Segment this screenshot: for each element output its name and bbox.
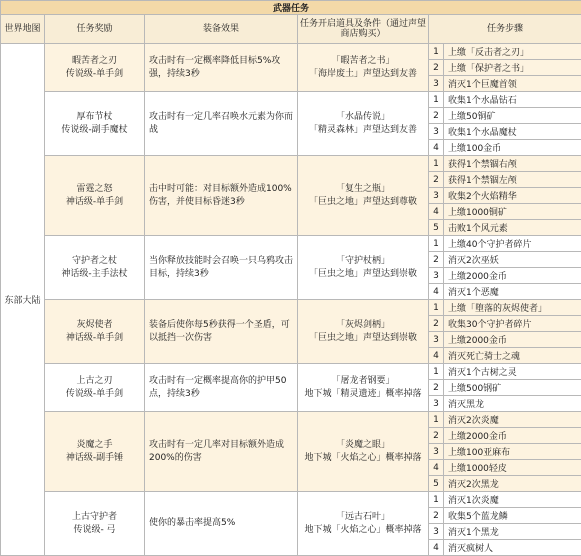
reward-cell (45, 300, 145, 364)
condition-cell (298, 44, 429, 92)
step-text: 上缴1000轻皮 (444, 460, 581, 476)
step-number: 2 (429, 60, 444, 76)
step-number: 2 (429, 428, 444, 444)
step-text: 消灭1次炎魔 (444, 492, 581, 508)
condition-item: 「远古石叶」 (300, 511, 426, 524)
condition-reputation: 地下城「火焰之心」概率掉落 (300, 452, 426, 465)
table-title: 武器任务 (1, 1, 581, 15)
effect-cell: 当你释放技能时会召唤一只乌鸦攻击目标，持续3秒 (145, 236, 298, 300)
step-text: 消灭1个古树之灵 (444, 364, 581, 380)
reward-cell (45, 236, 145, 300)
step-number: 4 (429, 460, 444, 476)
step-text: 上缴100金币 (444, 140, 581, 156)
quest-step-row (1, 44, 581, 60)
step-number: 2 (429, 380, 444, 396)
step-text: 获得1个禁锢左颅 (444, 172, 581, 188)
header-steps: 任务步骤 (429, 15, 581, 44)
step-text: 上缴「反击者之刃」 (444, 44, 581, 60)
reward-name: 上古之刃 (47, 375, 142, 388)
step-number: 2 (429, 108, 444, 124)
reward-name: 炎魔之手 (47, 439, 142, 452)
header-effect: 装备效果 (145, 15, 298, 44)
reward-type: 神话级-单手剑 (47, 332, 142, 345)
step-text: 消灭疯树人 (444, 540, 581, 556)
quest-step-row (1, 412, 581, 428)
step-text: 上缴1000铜矿 (444, 204, 581, 220)
step-number: 4 (429, 204, 444, 220)
step-number: 3 (429, 396, 444, 412)
step-number: 4 (429, 284, 444, 300)
step-text: 上缴50铜矿 (444, 108, 581, 124)
effect-cell: 攻击时有一定几率对目标额外造成200%的伤害 (145, 412, 298, 492)
step-text: 获得1个禁锢右颅 (444, 156, 581, 172)
step-number: 3 (429, 524, 444, 540)
condition-reputation: 地下城「精灵遗迹」概率掉落 (300, 388, 426, 401)
quest-step-row (1, 300, 581, 316)
step-number: 3 (429, 124, 444, 140)
condition-item: 「灰烬剑柄」 (300, 319, 426, 332)
reward-type: 神话级-副手锤 (47, 452, 142, 465)
condition-cell (298, 236, 429, 300)
step-text: 收集2个火焰精华 (444, 188, 581, 204)
step-number: 1 (429, 92, 444, 108)
step-number: 1 (429, 236, 444, 252)
condition-item: 「复生之瓶」 (300, 183, 426, 196)
quest-step-row (1, 236, 581, 252)
reward-type: 传说级-副手魔杖 (47, 124, 142, 137)
step-text: 消灭1个黑龙 (444, 524, 581, 540)
condition-item: 「炎魔之眼」 (300, 439, 426, 452)
reward-cell (45, 44, 145, 92)
reward-type: 传说级-单手剑 (47, 68, 142, 81)
step-text: 上缴2000金币 (444, 268, 581, 284)
effect-cell: 攻击时有一定几率召唤水元素为你而战 (145, 92, 298, 156)
step-number: 2 (429, 172, 444, 188)
step-number: 5 (429, 476, 444, 492)
step-text: 消灭1个巨魔首领 (444, 76, 581, 92)
condition-reputation: 「巨虫之地」声望达到崇敬 (300, 332, 426, 345)
reward-cell (45, 412, 145, 492)
reward-name: 上古守护者 (47, 511, 142, 524)
step-number: 4 (429, 348, 444, 364)
effect-cell: 攻击时有一定概率降低目标5%攻强，持续3秒 (145, 44, 298, 92)
reward-name: 暇苦者之刃 (47, 55, 142, 68)
step-text: 上缴「保护者之书」 (444, 60, 581, 76)
step-text: 上缴100亚麻布 (444, 444, 581, 460)
step-number: 3 (429, 444, 444, 460)
step-number: 1 (429, 412, 444, 428)
effect-cell: 攻击时有一定概率提高你的护甲50点，持续3秒 (145, 364, 298, 412)
step-number: 1 (429, 364, 444, 380)
reward-cell (45, 156, 145, 236)
step-text: 消灭2次黑龙 (444, 476, 581, 492)
condition-item: 「水晶传说」 (300, 111, 426, 124)
condition-item: 「守护杖柄」 (300, 255, 426, 268)
step-number: 3 (429, 188, 444, 204)
step-number: 1 (429, 156, 444, 172)
condition-cell (298, 412, 429, 492)
quest-rows (1, 44, 581, 556)
step-number: 1 (429, 492, 444, 508)
step-text: 消灭黑龙 (444, 396, 581, 412)
reward-name: 厚布节杖 (47, 111, 142, 124)
step-text: 消灭1个恶魔 (444, 284, 581, 300)
step-text: 消灭2次巫妖 (444, 252, 581, 268)
step-number: 3 (429, 332, 444, 348)
reward-name: 雷霆之怒 (47, 183, 142, 196)
condition-reputation: 「海岸废土」声望达到友善 (300, 68, 426, 81)
step-text: 消灭死亡骑士之魂 (444, 348, 581, 364)
step-number: 4 (429, 540, 444, 556)
step-text: 上缴「堕落的灰烬使者」 (444, 300, 581, 316)
condition-reputation: 「巨虫之地」声望达到尊敬 (300, 196, 426, 209)
effect-cell: 装备后使你每5秒获得一个圣盾，可以抵挡一次伤害 (145, 300, 298, 364)
reward-name: 守护者之杖 (47, 255, 142, 268)
quest-step-row (1, 92, 581, 108)
step-number: 2 (429, 316, 444, 332)
step-number: 2 (429, 508, 444, 524)
condition-cell (298, 156, 429, 236)
region-cell: 东部大陆 (1, 44, 45, 556)
reward-type: 传说级-单手剑 (47, 388, 142, 401)
header-reward: 任务奖励 (45, 15, 145, 44)
step-text: 击败1个风元素 (444, 220, 581, 236)
step-number: 4 (429, 140, 444, 156)
step-text: 收集1个水晶魔杖 (444, 124, 581, 140)
reward-cell (45, 364, 145, 412)
step-number: 2 (429, 252, 444, 268)
step-text: 消灭2次炎魔 (444, 412, 581, 428)
step-text: 上缴500钢矿 (444, 380, 581, 396)
condition-reputation: 「巨虫之地」声望达到崇敬 (300, 268, 426, 281)
quest-step-row (1, 492, 581, 508)
step-text: 上缴2000金币 (444, 332, 581, 348)
step-number: 5 (429, 220, 444, 236)
step-text: 收集1个水晶钻石 (444, 92, 581, 108)
reward-cell (45, 92, 145, 156)
quest-step-row (1, 156, 581, 172)
step-number: 1 (429, 44, 444, 60)
effect-cell: 击中时可能：对目标额外造成100%伤害，并使目标昏迷3秒 (145, 156, 298, 236)
step-text: 收集30个守护者碎片 (444, 316, 581, 332)
step-text: 上缴40个守护者碎片 (444, 236, 581, 252)
condition-reputation: 「精灵森林」声望达到友善 (300, 124, 426, 137)
reward-type: 神话级-单手剑 (47, 196, 142, 209)
header-condition: 任务开启道具及条件（通过声望商店购买） (298, 15, 429, 44)
step-number: 1 (429, 300, 444, 316)
step-text: 收集5个蓝龙鳞 (444, 508, 581, 524)
condition-cell (298, 92, 429, 156)
header-region: 世界地图 (1, 15, 45, 44)
reward-type: 传说级- 弓 (47, 524, 142, 537)
quest-step-row (1, 364, 581, 380)
reward-cell (45, 492, 145, 556)
condition-item: 「暇苦者之书」 (300, 55, 426, 68)
effect-cell: 使你的暴击率提高5% (145, 492, 298, 556)
step-text: 上缴2000金币 (444, 428, 581, 444)
condition-reputation: 地下城「火焰之心」概率掉落 (300, 524, 426, 537)
step-number: 3 (429, 268, 444, 284)
condition-cell (298, 300, 429, 364)
reward-name: 灰烬使者 (47, 319, 142, 332)
condition-item: 「屠龙者钢要」 (300, 375, 426, 388)
reward-type: 神话级-主手法杖 (47, 268, 142, 281)
step-number: 3 (429, 76, 444, 92)
condition-cell (298, 364, 429, 412)
condition-cell (298, 492, 429, 556)
